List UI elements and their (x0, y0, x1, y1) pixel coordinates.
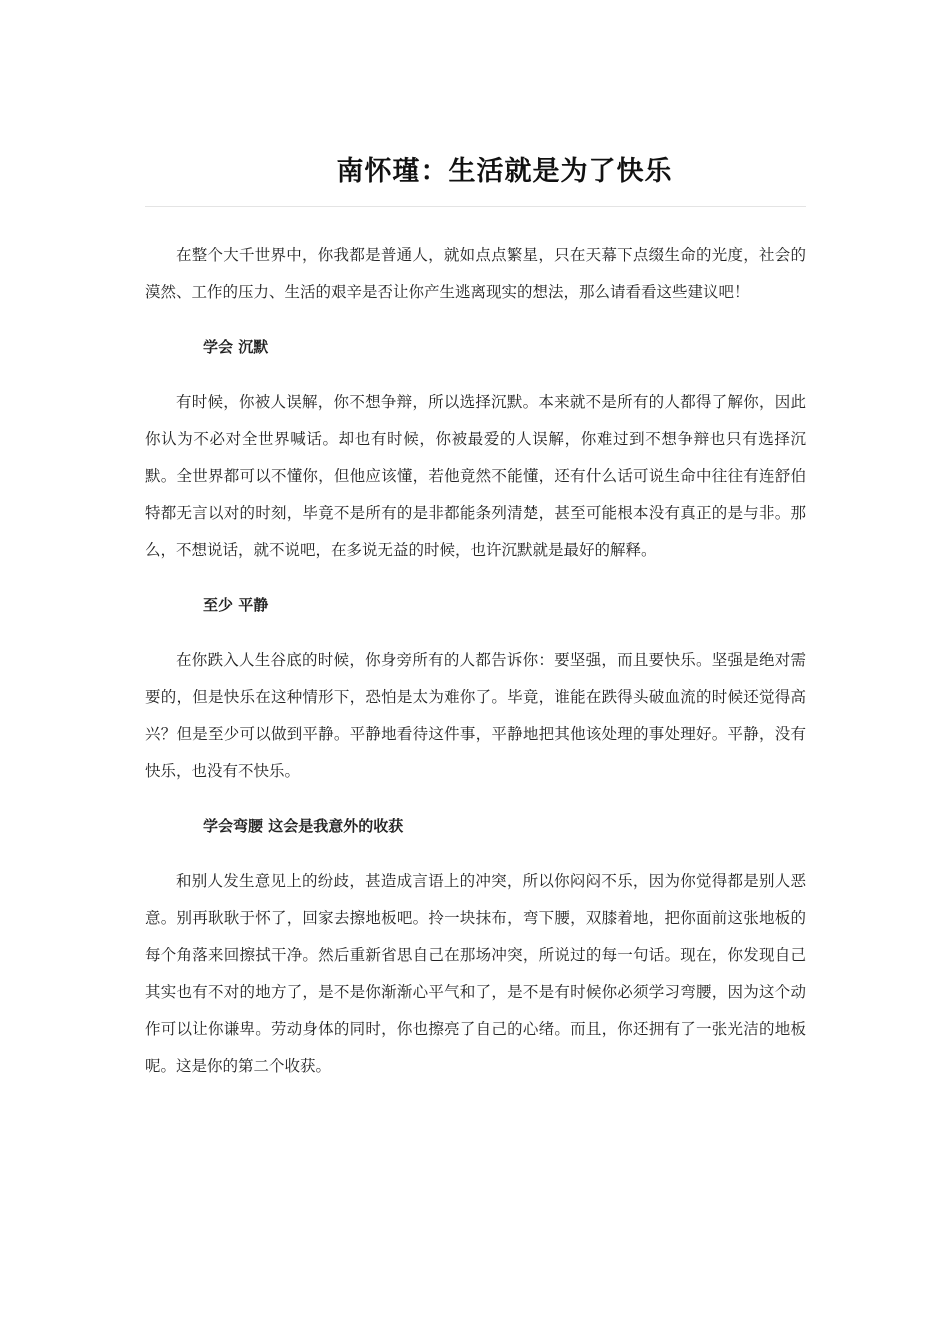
section-heading-bend: 学会弯腰 这会是我意外的收获 (203, 817, 404, 835)
title-divider (145, 206, 806, 207)
article-body (145, 237, 806, 1085)
article-title: 南怀瑾：生活就是为了快乐 (336, 156, 673, 187)
section-heading-calm: 至少 平静 (203, 596, 269, 614)
document-page (145, 0, 806, 1085)
section-body-silence: 有时候，你被人误解，你不想争辩，所以选择沉默。本来就不是所有的人都得了解你，因此你认为不必对全世界喊话。却也有时候，你被最爱的人误解，你难过到不想争辩也只有选择沉默。全世界都可以不懂你，但他应该懂，若他竟然不能懂，还有什么话可说生命中往往有连舒伯特都无言以对的时刻，毕竟不是所有的是非都能条列清楚，甚至可能根本没有真正的是与非。那么，不想说话，就不说吧，在多说无益的时候，也许沉默就是最好的解释。 (145, 393, 806, 559)
intro-paragraph: 在整个大千世界中，你我都是普通人，就如点点繁星，只在天幕下点缀生命的光度，社会的漠然、工作的压力、生活的艰辛是否让你产生逃离现实的想法，那么请看看这些建议吧！ (145, 246, 806, 301)
section-heading-silence: 学会 沉默 (203, 338, 269, 356)
section-body-calm: 在你跌入人生谷底的时候，你身旁所有的人都告诉你：要坚强，而且要快乐。坚强是绝对需要的，但是快乐在这种情形下，恐怕是太为难你了。毕竟，谁能在跌得头破血流的时候还觉得高兴？但是至少可以做到平静。平静地看待这件事，平静地把其他该处理的事处理好。平静，没有快乐，也没有不快乐。 (145, 651, 806, 780)
section-body-bend: 和别人发生意见上的纷歧，甚造成言语上的冲突，所以你闷闷不乐，因为你觉得都是别人恶意。别再耿耿于怀了，回家去擦地板吧。拎一块抹布，弯下腰，双膝着地，把你面前这张地板的每个角落来回擦拭干净。然后重新省思自己在那场冲突，所说过的每一句话。现在，你发现自己其实也有不对的地方了，是不是你渐渐心平气和了，是不是有时候你必须学习弯腰，因为这个动作可以让你谦卑。劳动身体的同时，你也擦亮了自己的心绪。而且，你还拥有了一张光洁的地板呢。这是你的第二个收获。 (145, 872, 806, 1075)
